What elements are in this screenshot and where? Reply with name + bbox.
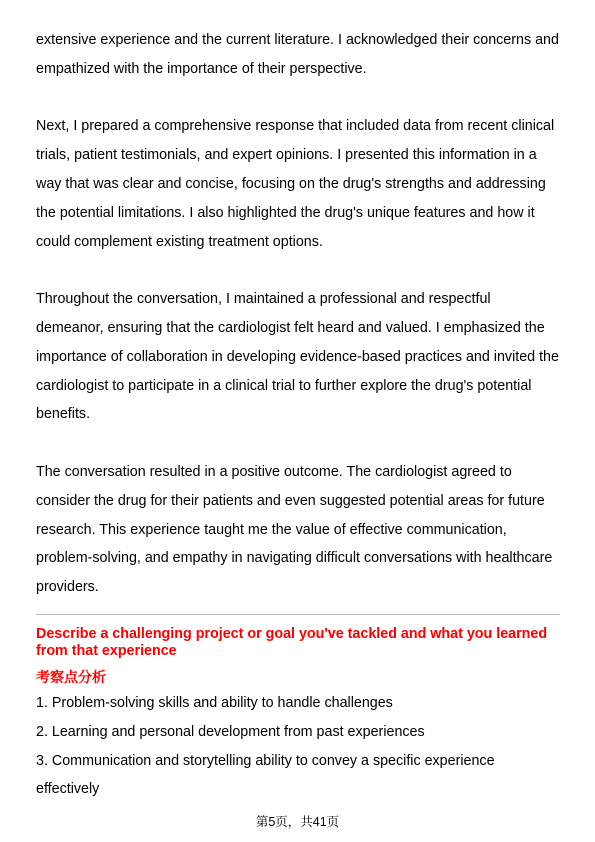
question-heading: Describe a challenging project or goal you've tackled and what you learned from that experience — [36, 625, 548, 659]
analysis-label: 考察点分析 — [36, 668, 106, 685]
section-divider — [36, 614, 560, 615]
analysis-point-2: 2. Learning and personal development from past experiences — [36, 723, 425, 740]
analysis-point-3: 3. Communication and storytelling ability to convey a specific experience effectively — [36, 752, 495, 798]
body-paragraph-1: extensive experience and the current literature. I acknowledged their concerns and empathized with the importance of their perspective. — [36, 32, 559, 77]
body-paragraph-3: Throughout the conversation, I maintained a professional and respectful demeanor, ensuring that the cardiologist felt heard and valued. I emphasized the importance of collaboration in developing evidence-based practices and invited the cardiologist to participate in a clinical trial to further explore the drug's potential benefits. — [36, 291, 559, 423]
analysis-point-1: 1. Problem-solving skills and ability to handle challenges — [36, 694, 393, 711]
page-number-footer: 第5页，共41页 — [255, 815, 340, 829]
analysis-points-list — [36, 689, 560, 804]
body-paragraph-4: The conversation resulted in a positive outcome. The cardiologist agreed to consider the drug for their patients and even suggested potential areas for future research. This experience taught me the value of effective communication, problem-solving, and empathy in navigating difficult conversations with healthcare providers. — [36, 463, 553, 596]
page-content — [36, 26, 560, 804]
body-paragraph-2: Next, I prepared a comprehensive response that included data from recent clinical trials, patient testimonials, and expert opinions. I presented this information in a way that was clear and concise, focusing on the drug's strengths and addressing the potential limitations. I also highlighted the drug's unique features and how it could complement existing treatment options. — [36, 118, 555, 250]
